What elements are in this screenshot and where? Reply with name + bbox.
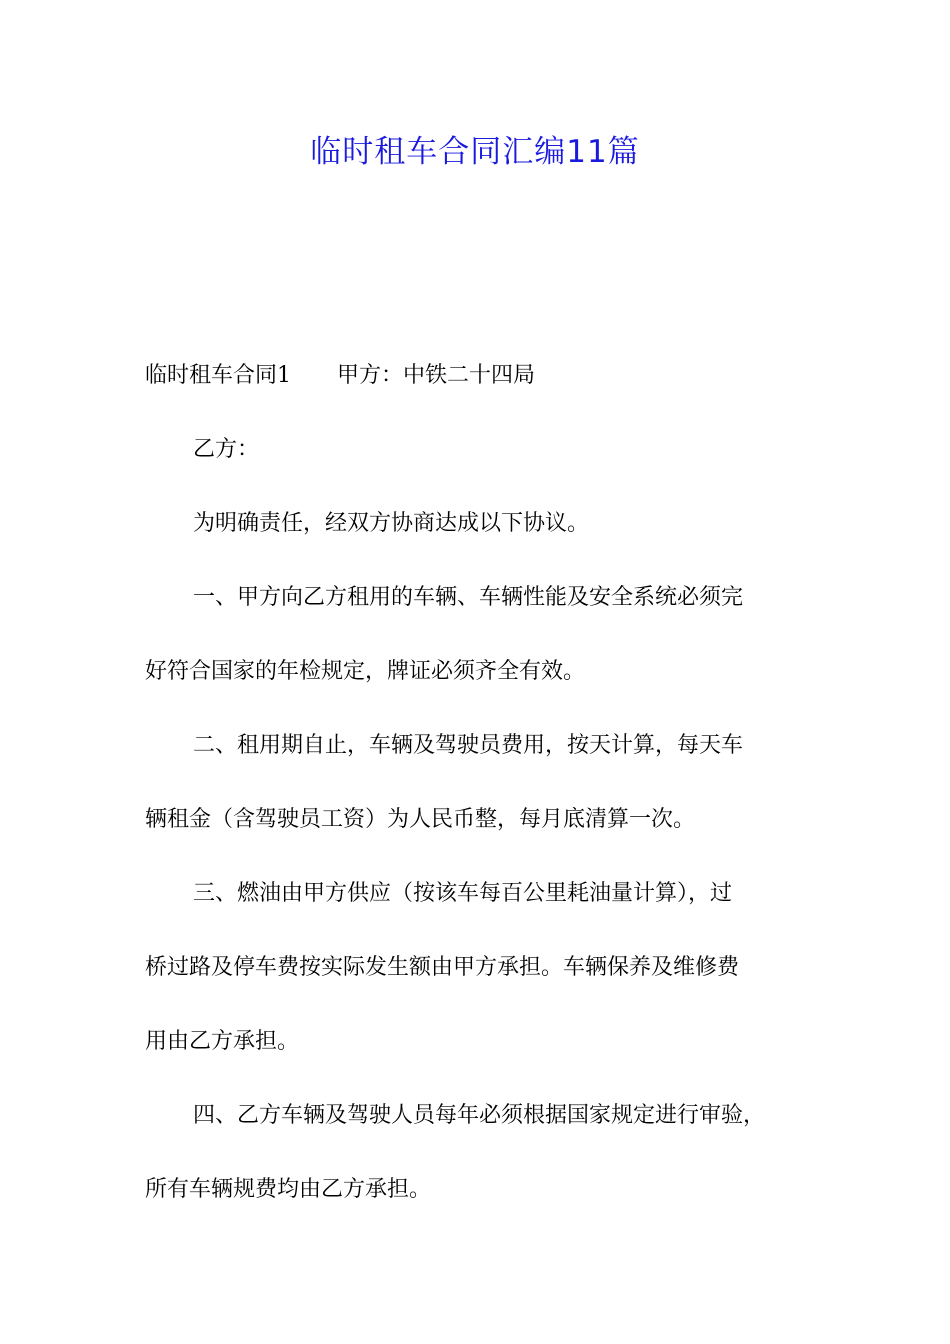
- paragraph-line: 一、甲方向乙方租用的车辆、车辆性能及安全系统必须完: [193, 585, 744, 610]
- document-body: [145, 339, 815, 1227]
- contract-heading-line: [145, 339, 815, 413]
- paragraph-line: 用由乙方承担。: [145, 1029, 300, 1054]
- document-title: 临时租车合同汇编11篇: [310, 134, 640, 170]
- paragraph-line: 二、租用期自止，车辆及驾驶员费用，按天计算，每天车: [193, 733, 744, 758]
- contract-heading-label: 临时租车合同1: [145, 363, 291, 388]
- paragraph-line: 四、乙方车辆及驾驶人员每年必须根据国家规定进行审验，: [193, 1103, 766, 1128]
- paragraph-line: 所有车辆规费均由乙方承担。: [145, 1177, 432, 1202]
- paragraph-line: 辆租金（含驾驶员工资）为人民币整，每月底清算一次。: [145, 807, 696, 832]
- party-a-text: 甲方：中铁二十四局: [337, 363, 536, 388]
- paragraph-line: 三、燃油由甲方供应（按该车每百公里耗油量计算），过: [193, 881, 733, 906]
- paragraph-line: 乙方：: [193, 437, 260, 462]
- paragraph-line: 为明确责任，经双方协商达成以下协议。: [193, 511, 590, 536]
- paragraph-line: 桥过路及停车费按实际发生额由甲方承担。车辆保养及维修费: [145, 955, 740, 980]
- paragraph-line: 好符合国家的年检规定，牌证必须齐全有效。: [145, 659, 586, 684]
